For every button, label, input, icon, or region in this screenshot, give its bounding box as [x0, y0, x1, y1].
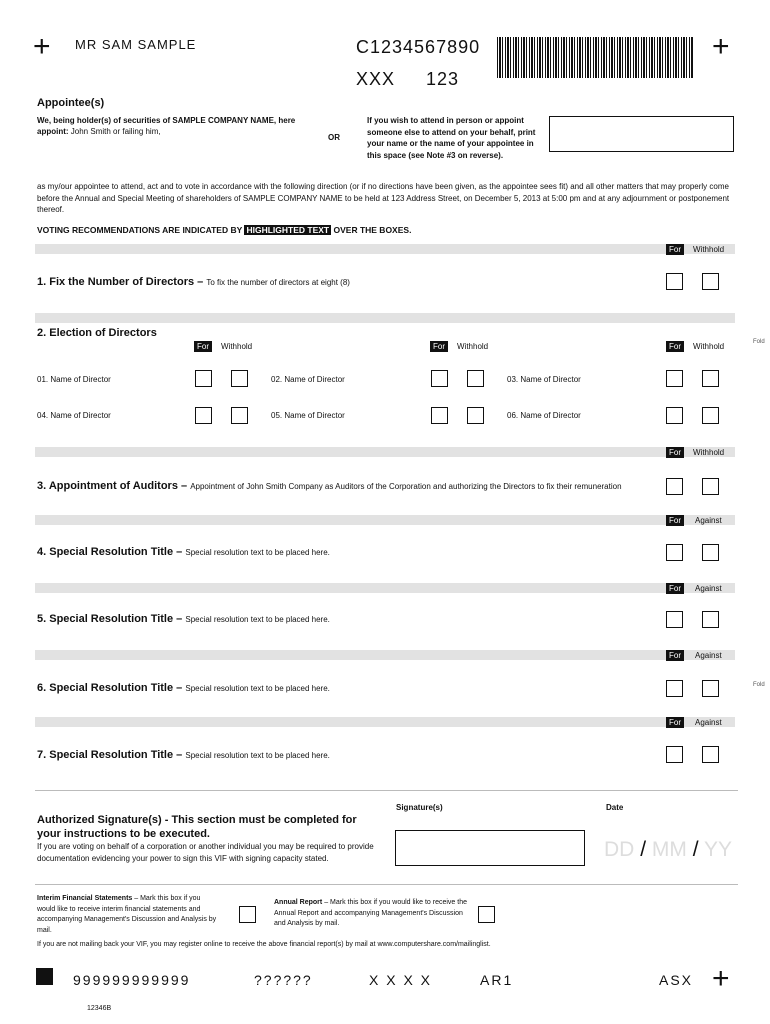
- band-item5: [35, 583, 735, 593]
- against-label: Against: [695, 516, 722, 525]
- date-slash: /: [640, 838, 647, 861]
- for-label: For: [430, 341, 448, 352]
- item7-title: [37, 749, 330, 761]
- appoint-text: John Smith or failing him,: [70, 127, 161, 136]
- item2-title: 2. Election of Directors: [37, 327, 157, 339]
- item3-for-checkbox[interactable]: [666, 478, 683, 495]
- for-label: For: [194, 341, 212, 352]
- withhold-label: Withhold: [693, 245, 725, 254]
- fold-mark: Fold: [753, 682, 765, 688]
- director-name: 06. Name of Director: [507, 411, 581, 420]
- item5-for-checkbox[interactable]: [666, 611, 683, 628]
- item6-description: Special resolution text to be placed here.: [185, 684, 330, 693]
- registration-mark-top-right: +: [712, 30, 730, 63]
- director-02-withhold-checkbox[interactable]: [467, 370, 484, 387]
- item6-title: [37, 682, 330, 694]
- item5-description: Special resolution text to be placed here.: [185, 615, 330, 624]
- director-06-for-checkbox[interactable]: [666, 407, 683, 424]
- code-a: XXX: [356, 69, 396, 89]
- against-label: Against: [695, 718, 722, 727]
- fold-mark: Fold: [753, 339, 765, 345]
- director-04-withhold-checkbox[interactable]: [231, 407, 248, 424]
- highlighted-text: HIGHLIGHTED TEXT: [246, 225, 330, 235]
- footer-asx: ASX: [659, 972, 694, 988]
- item7-against-checkbox[interactable]: [702, 746, 719, 763]
- signature-field[interactable]: [395, 830, 585, 866]
- band-item6: [35, 650, 735, 660]
- item7-title-text: 7. Special Resolution Title –: [37, 749, 183, 761]
- director-name: 03. Name of Director: [507, 375, 581, 384]
- holder-name: MR SAM SAMPLE: [75, 37, 197, 52]
- band-item3: [35, 447, 735, 457]
- appointee-heading: Appointee(s): [37, 97, 105, 109]
- for-label: For: [666, 717, 684, 728]
- withhold-label: Withhold: [693, 448, 725, 457]
- band-item4: [35, 515, 735, 525]
- signature-label: Signature(s): [396, 803, 443, 812]
- item4-for-checkbox[interactable]: [666, 544, 683, 561]
- item6-against-checkbox[interactable]: [702, 680, 719, 697]
- appoint-label: appoint:: [37, 127, 69, 136]
- appointee-intro: We, being holder(s) of securities of SAMPLE COMPANY NAME, here: [37, 116, 296, 125]
- item1-title: [37, 276, 350, 288]
- appoint-line: [37, 126, 161, 138]
- director-02-for-checkbox[interactable]: [431, 370, 448, 387]
- annual-title: Annual Report: [274, 899, 323, 906]
- appointee-name-field[interactable]: [549, 116, 734, 152]
- code-b: 123: [426, 69, 460, 89]
- director-05-withhold-checkbox[interactable]: [467, 407, 484, 424]
- band-item7: [35, 717, 735, 727]
- date-mm: MM: [651, 838, 687, 861]
- against-label: Against: [695, 651, 722, 660]
- appointee-paragraph: as my/our appointee to attend, act and to vote in accordance with the following direction (or if no directions have been given, as the appointee sees fit) and all other matters that may properly come before the Annual and Special Meeting of shareholders of SAMPLE COMPANY NAME to be held at 123 Address Street, on December 5, 2013 at 5:00 pm and at any adjournment or postponement thereof.: [37, 182, 730, 215]
- item1-withhold-checkbox[interactable]: [702, 273, 719, 290]
- date-field[interactable]: [604, 838, 732, 862]
- director-name: 02. Name of Director: [271, 375, 345, 384]
- item6-for-checkbox[interactable]: [666, 680, 683, 697]
- director-05-for-checkbox[interactable]: [431, 407, 448, 424]
- band-item2: [35, 313, 735, 323]
- date-yy: YY: [704, 838, 733, 861]
- registration-mark-bottom-right: +: [712, 962, 730, 995]
- annual-text: – Mark this box if you would like to receive the Annual Report and accompanying Management's Discussion and Analysis by mail.: [274, 899, 467, 927]
- footer-xxxx: X X X X: [369, 972, 433, 988]
- item7-for-checkbox[interactable]: [666, 746, 683, 763]
- item3-title-text: 3. Appointment of Auditors –: [37, 480, 188, 492]
- signature-heading: Authorized Signature(s) - This section must be completed for your instructions to be executed.: [37, 814, 357, 840]
- item3-title: [37, 480, 622, 492]
- item6-title-text: 6. Special Resolution Title –: [37, 682, 183, 694]
- for-label: For: [666, 650, 684, 661]
- mailing-note: If you are not mailing back your VIF, you may register online to receive the above financial report(s) by mail at www.computershare.com/mailinglist.: [37, 941, 491, 948]
- item5-against-checkbox[interactable]: [702, 611, 719, 628]
- voting-recommendations: [37, 225, 411, 235]
- director-01-withhold-checkbox[interactable]: [231, 370, 248, 387]
- withhold-label: Withhold: [221, 342, 253, 351]
- director-03-withhold-checkbox[interactable]: [702, 370, 719, 387]
- for-label: For: [666, 583, 684, 594]
- form-id: 12346B: [87, 1005, 112, 1012]
- footer-ar: AR1: [480, 972, 514, 988]
- item1-title-text: 1. Fix the Number of Directors –: [37, 276, 204, 288]
- item7-description: Special resolution text to be placed here.: [185, 751, 330, 760]
- item3-withhold-checkbox[interactable]: [702, 478, 719, 495]
- for-label: For: [666, 244, 684, 255]
- withhold-label: Withhold: [693, 342, 725, 351]
- or-label: OR: [328, 133, 340, 142]
- annual-statement: [274, 898, 469, 930]
- item3-description: Appointment of John Smith Company as Auditors of the Corporation and authorizing the Directors to fix their remuneration: [190, 482, 622, 491]
- financial-divider: [35, 884, 738, 885]
- item5-title: [37, 613, 330, 625]
- for-label: For: [666, 515, 684, 526]
- item5-title-text: 5. Special Resolution Title –: [37, 613, 183, 625]
- footer-square-mark: [36, 968, 53, 985]
- director-06-withhold-checkbox[interactable]: [702, 407, 719, 424]
- director-03-for-checkbox[interactable]: [666, 370, 683, 387]
- footer-question: ??????: [254, 972, 313, 988]
- date-dd: DD: [604, 838, 635, 861]
- for-label: For: [666, 341, 684, 352]
- interim-checkbox[interactable]: [239, 906, 256, 923]
- barcode: [497, 37, 693, 78]
- director-name: 04. Name of Director: [37, 411, 111, 420]
- director-01-for-checkbox[interactable]: [195, 370, 212, 387]
- director-04-for-checkbox[interactable]: [195, 407, 212, 424]
- item4-title: [37, 546, 330, 558]
- control-number: C1234567890: [356, 37, 481, 57]
- footer-number: 999999999999: [73, 972, 191, 988]
- date-slash: /: [692, 838, 699, 861]
- signature-text: If you are voting on behalf of a corporation or another individual you may be required to provide documentation evidencing your power to sign this VIF with signing capacity stated.: [37, 842, 374, 863]
- annual-checkbox[interactable]: [478, 906, 495, 923]
- voting-prefix: VOTING RECOMMENDATIONS ARE INDICATED BY: [37, 225, 243, 235]
- item1-description: To fix the number of directors at eight (8): [206, 278, 350, 287]
- item4-title-text: 4. Special Resolution Title –: [37, 546, 183, 558]
- director-name: 01. Name of Director: [37, 375, 111, 384]
- interim-title: Interim Financial Statements: [37, 895, 133, 902]
- signature-divider: [35, 790, 738, 791]
- appointee-instructions: If you wish to attend in person or appoint someone else to attend on your behalf, print your name or the name of your appointee in this space (see Note #3 on reverse).: [367, 116, 536, 160]
- withhold-label: Withhold: [457, 342, 489, 351]
- voting-suffix: OVER THE BOXES.: [333, 225, 412, 235]
- for-label: For: [666, 447, 684, 458]
- interim-text: – Mark this box if you would like to receive interim financial statements and accompanying Management's Discussion and Analysis by mail.: [37, 895, 217, 934]
- item4-against-checkbox[interactable]: [702, 544, 719, 561]
- item1-for-checkbox[interactable]: [666, 273, 683, 290]
- director-name: 05. Name of Director: [271, 411, 345, 420]
- against-label: Against: [695, 584, 722, 593]
- date-label: Date: [606, 803, 624, 812]
- registration-mark-top-left: +: [33, 30, 51, 63]
- item4-description: Special resolution text to be placed here.: [185, 548, 330, 557]
- band-item1: [35, 244, 735, 254]
- interim-statement: [37, 894, 217, 936]
